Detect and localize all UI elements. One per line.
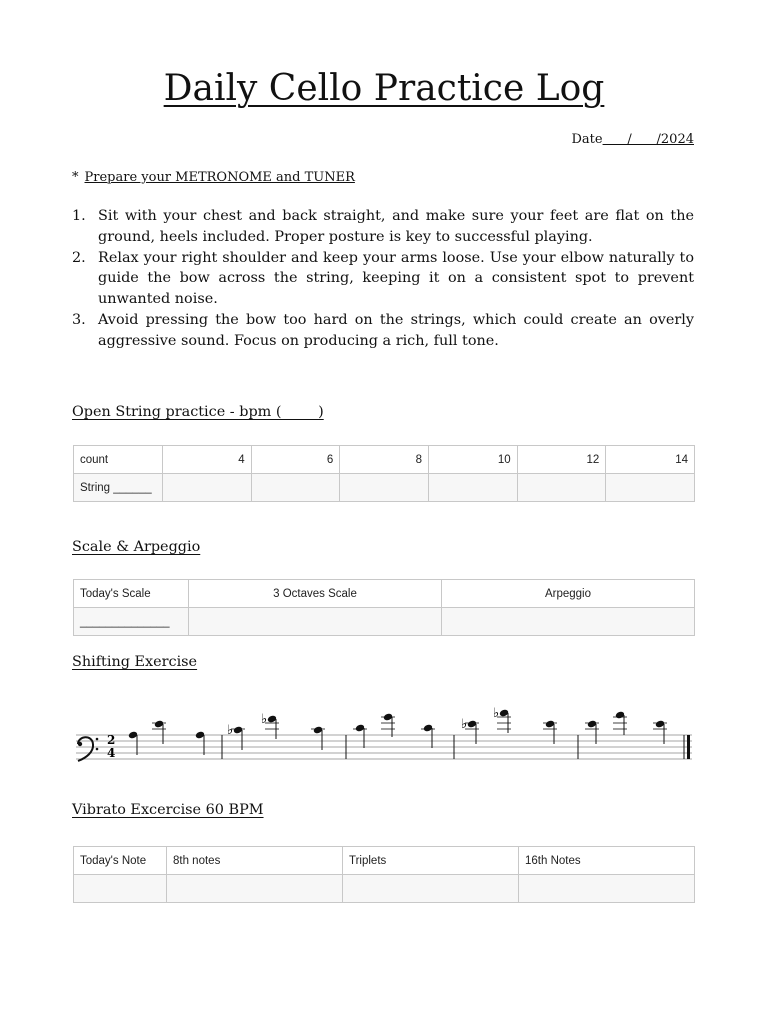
bass-clef-icon — [78, 737, 98, 761]
vibrato-heading: Vibrato Excercise 60 BPM — [72, 802, 264, 818]
note-head — [154, 720, 164, 729]
open-string-heading: Open String practice - bpm ( ) — [72, 404, 324, 420]
flat-accidental: ♭ — [461, 717, 468, 732]
table-cell: 16th Notes — [519, 847, 695, 875]
time-signature-bottom: 4 — [107, 746, 116, 760]
item-text: Relax your right shoulder and keep your arms loose. Use your elbow naturally to guide the bow across the string, keeping it on a consistent spot to prevent unwanted noise. — [98, 249, 694, 308]
note-head — [233, 726, 243, 735]
table-cell: 14 — [606, 446, 695, 474]
table-cell[interactable] — [340, 474, 429, 502]
item-number: 2. — [72, 249, 86, 266]
staff-lines — [76, 735, 692, 759]
date-year: /2024 — [656, 132, 694, 147]
asterisk: * — [72, 170, 79, 185]
table-row — [74, 474, 695, 502]
table-row — [74, 608, 695, 636]
vibrato-table — [73, 846, 695, 903]
item-number: 3. — [72, 311, 86, 328]
table-cell[interactable] — [343, 875, 519, 903]
note-head — [267, 715, 277, 724]
note-head — [195, 731, 205, 740]
flat-accidental: ♭ — [261, 712, 268, 727]
table-cell[interactable]: String ______ — [74, 474, 163, 502]
table-cell[interactable] — [428, 474, 517, 502]
table-row — [74, 875, 695, 903]
note-head — [499, 709, 509, 718]
note-head — [313, 726, 323, 735]
instruction-item — [72, 248, 694, 310]
note-head — [655, 720, 665, 729]
table-cell: Today's Note — [74, 847, 167, 875]
table-cell: 3 Octaves Scale — [189, 580, 442, 608]
scale-heading: Scale & Arpeggio — [72, 539, 201, 555]
item-text: Sit with your chest and back straight, and make sure your feet are flat on the ground, heels included. Proper posture is key to successful playing. — [98, 208, 694, 245]
table-cell[interactable] — [519, 875, 695, 903]
item-number: 1. — [72, 208, 86, 224]
table-cell[interactable] — [442, 608, 695, 636]
note-head — [423, 724, 433, 733]
table-cell: Arpeggio — [442, 580, 695, 608]
note-head — [383, 713, 393, 722]
note-head — [615, 711, 625, 720]
note-head — [355, 724, 365, 733]
table-row — [74, 446, 695, 474]
instruction-item — [72, 206, 694, 248]
note-head — [467, 720, 477, 729]
table-cell[interactable] — [606, 474, 695, 502]
date-blank[interactable]: / — [602, 132, 657, 147]
table-cell[interactable] — [251, 474, 340, 502]
table-cell: 8 — [340, 446, 429, 474]
scale-table — [73, 579, 695, 636]
table-cell: Today's Scale — [74, 580, 189, 608]
table-cell[interactable] — [74, 875, 167, 903]
table-cell: count — [74, 446, 163, 474]
table-cell[interactable] — [167, 875, 343, 903]
instruction-list — [72, 206, 694, 352]
table-cell: 6 — [251, 446, 340, 474]
flat-accidental: ♭ — [493, 706, 500, 721]
date-label: Date — [571, 132, 603, 147]
note-head — [545, 720, 555, 729]
table-cell[interactable] — [163, 474, 252, 502]
flat-accidental: ♭ — [227, 723, 234, 738]
table-cell: 4 — [163, 446, 252, 474]
table-cell[interactable]: ______________ — [74, 608, 189, 636]
table-cell[interactable] — [189, 608, 442, 636]
note-head — [128, 731, 138, 740]
table-cell: Triplets — [343, 847, 519, 875]
instruction-item — [72, 310, 694, 352]
date-field — [571, 132, 694, 147]
note-head — [587, 720, 597, 729]
open-string-table — [73, 445, 695, 502]
table-row — [74, 847, 695, 875]
table-cell[interactable] — [517, 474, 606, 502]
barlines — [222, 735, 684, 759]
prep-text: Prepare your METRONOME and TUNER — [84, 170, 355, 185]
time-signature-top: 2 — [107, 733, 116, 747]
final-barline — [687, 735, 690, 759]
table-cell: 8th notes — [167, 847, 343, 875]
table-cell: 10 — [428, 446, 517, 474]
table-row — [74, 580, 695, 608]
table-cell: 12 — [517, 446, 606, 474]
shifting-heading: Shifting Exercise — [72, 654, 198, 670]
notes-group — [128, 706, 667, 755]
page-title: Daily Cello Practice Log — [163, 68, 605, 109]
item-text: Avoid pressing the bow too hard on the strings, which could create an overly aggressive sound. Focus on producing a rich, full tone. — [98, 311, 694, 349]
prep-note — [72, 170, 355, 185]
